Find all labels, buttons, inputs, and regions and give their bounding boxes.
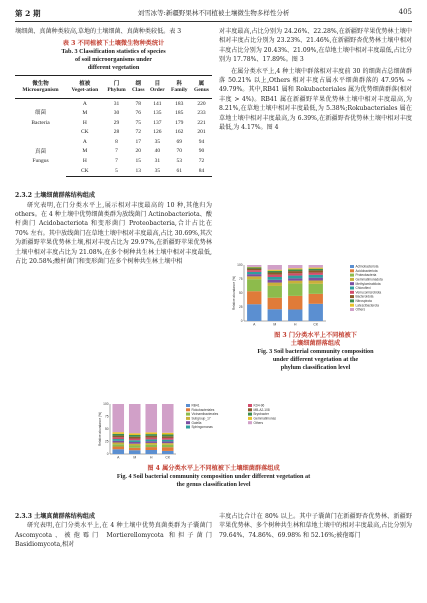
bar-segment xyxy=(309,294,323,304)
legend-swatch xyxy=(350,308,354,311)
legend-swatch xyxy=(186,426,190,429)
bar-segment xyxy=(129,444,141,446)
y-axis-label: Relative abundance (%) xyxy=(98,411,102,447)
bar-segment xyxy=(288,296,302,310)
bar-segment xyxy=(129,442,141,444)
legend-swatch xyxy=(248,421,252,424)
table3-value-cell: 69 xyxy=(176,138,183,145)
fig4-caption-en-1: Fig. 4 Soil bacterial community composition under different vegetation at xyxy=(116,473,311,480)
bar-segment xyxy=(145,439,157,441)
y-tick-label: 25 xyxy=(104,439,109,444)
fig4-caption-cn: 图 4 属分类水平上不同植被下土壤细菌群落组成 xyxy=(147,465,280,472)
bar-segment xyxy=(247,279,261,291)
fig4-svg xyxy=(90,400,350,462)
bar-segment xyxy=(288,309,302,321)
table3-header-cell xyxy=(191,76,212,99)
y-tick-label: 50 xyxy=(104,427,109,432)
table3-veg-cell: H xyxy=(82,119,87,126)
bar-segment xyxy=(247,304,261,321)
right-bottom-paragraph: 丰度占比合计在 80% 以上。其中子囊菌门在新疆野杏优势林、新疆野苹果优势林、多个树种共生林和草地土壤中的相对丰度最高,占比分别为 79.64%、74.86%、69.98% 和 52.16%;被孢霉门 xyxy=(219,513,412,539)
bar-segment xyxy=(309,265,323,268)
table3-header-en: Veget-ation xyxy=(71,87,99,94)
right-paragraph-genus: 在属分类水平上,4 种土壤中群落相对丰度前 30 的细菌占总细菌群落 50.21% 以上,Others 相对丰度占属水平细菌群落的 47.95% ~ 49.79%。其中,RB41 属和 Rokubacteriales 属为优势细菌群落(相对丰度 > 4%)。RB41 属在新疆野苹果优势林土壤中相对丰度最高,为 8.21%,在草地土壤中相对丰度最低,为 5.38%;Rokubacteriales 属在草地土壤中相对丰度最高,为 6.39%,在新疆野杏优势林土壤中相对丰度最低,为 4.17%。图 4 xyxy=(219,67,412,132)
header-rule xyxy=(15,21,412,22)
legend-label: Gaiella xyxy=(191,420,202,425)
y-axis-label: Relative abundance (%) xyxy=(232,275,236,311)
table3-veg-cell: M xyxy=(82,110,88,117)
bar-segment xyxy=(247,274,261,276)
legend-swatch xyxy=(186,417,190,420)
bar-segment xyxy=(112,404,124,432)
group-name-cn: 真菌 xyxy=(35,148,47,155)
legend-label: Rokubacteriales xyxy=(191,407,215,412)
right-bottom-column xyxy=(219,512,412,540)
table3-group-cell xyxy=(15,99,66,138)
bar-segment xyxy=(309,275,323,278)
table3-header-cn: 纲 xyxy=(135,80,141,87)
legend-swatch xyxy=(350,304,354,307)
x-tick-label: H xyxy=(294,322,297,327)
bar-segment xyxy=(309,269,323,271)
table3-value-cell: 75 xyxy=(135,119,141,126)
table3-value-cell: 72 xyxy=(198,158,205,165)
table3-value-cell: 7 xyxy=(115,158,118,165)
table3-value-cell: 31 xyxy=(154,158,161,165)
table3-header-cell xyxy=(129,76,147,99)
table3-value-cell: 137 xyxy=(153,119,162,126)
bar-segment xyxy=(129,445,141,447)
bar-segment xyxy=(145,434,157,436)
table3-value-cell: 76 xyxy=(135,110,141,117)
table3-value-cell: 162 xyxy=(175,129,184,136)
table3-value-cell: 72 xyxy=(135,129,141,136)
table3-veg-cell: CK xyxy=(66,167,104,177)
bar-segment xyxy=(145,445,157,447)
bar-segment xyxy=(112,441,124,443)
table3-header-cn: 科 xyxy=(176,80,183,87)
running-title: 刘雪冰等:新疆野果林不同植被土壤微生物多样性分析 xyxy=(137,9,290,17)
bar-segment xyxy=(268,275,282,277)
legend-label: Chloroflexi xyxy=(355,286,371,291)
table3-value-cell: 135 xyxy=(153,110,162,117)
table3-header-cn: 植被 xyxy=(79,80,91,87)
table3-header-cell xyxy=(66,76,104,99)
bar-segment xyxy=(247,265,261,267)
legend-label: Others xyxy=(355,307,366,312)
x-tick-label: H xyxy=(150,455,153,460)
bar-segment xyxy=(247,276,261,279)
group-name-en: Bacteria xyxy=(31,119,50,126)
bar-segment xyxy=(129,435,141,437)
section-2-3-3-title: 2.3.3 土壤真菌群落结构组成 xyxy=(15,513,96,520)
y-tick-label: 0 xyxy=(240,319,243,324)
table3-value-cell: 183 xyxy=(175,100,184,107)
table3-value-cell: 201 xyxy=(197,129,206,136)
table3-header-cell xyxy=(104,76,130,99)
legend-swatch xyxy=(248,404,252,407)
legend-label: Methylomirabilota xyxy=(355,281,381,286)
section-2-3-3-body: 研究表明,在门分类水平上,在 4 种土壤中优势真菌类群为子囊菌门 Ascomycota、被孢霉门 Mortierellomycota 和担子菌门 Basidiomycota,相对 xyxy=(15,522,212,549)
table3-value-cell: 233 xyxy=(197,110,206,117)
section-2-3-2-title: 2.3.2 土壤细菌群落结构组成 xyxy=(15,192,96,200)
table3-header-cn: 门 xyxy=(113,80,120,87)
bar-segment xyxy=(145,441,157,443)
bar-segment xyxy=(162,443,174,445)
bar-segment xyxy=(112,439,124,441)
bar-segment xyxy=(288,265,302,268)
bar-segment xyxy=(268,270,282,271)
bar-segment xyxy=(162,445,174,447)
y-tick-label: 50 xyxy=(238,291,243,296)
legend-swatch xyxy=(186,404,190,407)
table3-header-cell xyxy=(168,76,191,99)
legend-label: Verrucomicrobiota xyxy=(355,290,382,295)
table3-header-en: Phylum xyxy=(107,87,126,94)
fig4-chart xyxy=(90,400,350,462)
bar-segment xyxy=(288,273,302,275)
table3-value-cell: 17 xyxy=(135,138,141,145)
legend-label: RB41 xyxy=(191,403,200,408)
table3-header-en: Class xyxy=(131,87,145,94)
table3-value-cell: 61 xyxy=(168,167,191,177)
legend-swatch xyxy=(248,408,252,411)
bar-segment xyxy=(145,447,157,450)
table3-header-en: Microorganism xyxy=(22,87,59,94)
legend-swatch xyxy=(186,413,190,416)
table3-header-cell xyxy=(15,76,66,99)
bar-segment xyxy=(309,273,323,275)
table3-caption-en-2: of soil microorganisms under xyxy=(74,56,153,64)
table3-value-cell: 30 xyxy=(113,110,120,117)
x-tick-label: A xyxy=(253,322,256,327)
bar-segment xyxy=(268,277,282,280)
bar-segment xyxy=(288,268,302,269)
bar-segment xyxy=(129,433,141,435)
table3-value-cell: 84 xyxy=(191,167,212,177)
legend-label: Vicinamibacterales xyxy=(191,412,219,417)
table3-value-cell: 29 xyxy=(113,119,120,126)
table3-veg-cell: H xyxy=(82,158,87,165)
legend-label: Gemmatimonas xyxy=(253,416,276,421)
bar-segment xyxy=(162,436,174,438)
bar-segment xyxy=(112,447,124,450)
x-tick-label: M xyxy=(273,322,277,327)
fig3-caption-cn-2: 土壤细菌群落组成 xyxy=(290,340,341,347)
legend-swatch xyxy=(350,299,354,302)
fig3-caption-en-1: Fig. 3 Soil bacterial community composition xyxy=(257,348,374,355)
table3-header-cn: 微生物 xyxy=(32,80,49,87)
bar-segment xyxy=(145,436,157,438)
bar-segment xyxy=(309,268,323,269)
bar-segment xyxy=(145,450,157,454)
table3-header-cell xyxy=(147,76,168,99)
bar-segment xyxy=(162,438,174,440)
bar-segment xyxy=(162,433,174,435)
group-name-cn: 细菌 xyxy=(35,110,47,117)
fig3-svg xyxy=(222,259,412,331)
bar-segment xyxy=(268,286,282,298)
section-2-3-2-body: 研究表明,在门分类水平上,展示相对丰度最高的 10 种,其他归为 others。在 4 种土壤中优势细菌类群为放线菌门 Actinobacteriota、酸杆菌门 Acidobacteriota 和变形菌门 Proteobacteria,合计占比在 70% 左右。其中放线菌门在草地土壤中相对丰度最高,占比 30.69%,其次为新疆野苹果优势林土壤,相对丰度占比为 29.97%,在新疆野苹果优势林土壤中相对丰度占比为 21.08%,在多个树种共生林土壤中相对丰度最低,占比 20.58%;酸杆菌门和变形菌门在多个树种共生林土壤中相 xyxy=(15,201,212,265)
legend-label: Latescibacterota xyxy=(355,303,379,308)
y-tick-label: 25 xyxy=(238,305,243,310)
table3-value-cell: 53 xyxy=(176,158,183,165)
fig3-caption-en-2: under different vegetation at the xyxy=(272,356,359,363)
x-tick-label: CK xyxy=(165,455,171,460)
left-bottom-column xyxy=(15,512,212,550)
bar-segment xyxy=(247,272,261,274)
table3-value-cell: 13 xyxy=(129,167,147,177)
bar-segment xyxy=(129,437,141,439)
issue-number: 第 2 期 xyxy=(15,9,41,18)
legend-label: Gemmatimonadota xyxy=(355,277,383,282)
legend-swatch xyxy=(248,417,252,420)
table3-value-cell: 94 xyxy=(198,138,205,145)
table3-value-cell: 185 xyxy=(175,110,184,117)
bar-segment xyxy=(288,269,302,271)
bar-segment xyxy=(129,450,141,454)
bar-segment xyxy=(162,441,174,443)
table3-header-en: Genus xyxy=(193,87,209,94)
table3-caption-cn: 表 3 不同植被下土壤微生物种类统计 xyxy=(62,40,165,48)
bar-segment xyxy=(288,281,302,284)
table3-value-cell: 35 xyxy=(154,138,161,145)
table3-value-cell: 179 xyxy=(175,119,184,126)
table3-value-cell: 20 xyxy=(135,148,141,155)
y-tick-label: 0 xyxy=(106,452,109,457)
bar-segment xyxy=(162,451,174,454)
bar-segment xyxy=(247,267,261,268)
group-name-en: Fungus xyxy=(32,158,49,165)
table3 xyxy=(15,75,212,177)
bar-segment xyxy=(112,434,124,436)
y-tick-label: 75 xyxy=(238,277,243,282)
bar-segment xyxy=(309,280,323,283)
table3-value-cell: 220 xyxy=(197,100,206,107)
table3-veg-cell: A xyxy=(82,138,87,145)
legend-swatch xyxy=(350,278,354,281)
legend-swatch xyxy=(248,413,252,416)
bar-segment xyxy=(129,440,141,442)
table3-veg-cell: CK xyxy=(80,129,89,136)
fig3-caption xyxy=(219,332,412,372)
bar-segment xyxy=(268,309,282,321)
fig3-caption-en-3: phylum classification level xyxy=(280,364,351,371)
table3-header-cn: 目 xyxy=(154,80,161,87)
table3-value-cell: 126 xyxy=(153,129,162,136)
bar-segment xyxy=(112,436,124,438)
table3-value-cell: 35 xyxy=(147,167,168,177)
bar-segment xyxy=(162,440,174,442)
bar-segment xyxy=(288,276,302,279)
table3-value-cell: 70 xyxy=(176,148,183,155)
bar-segment xyxy=(162,434,174,436)
fig3-caption-cn-1: 图 3 门分类水平上不同植被下 xyxy=(274,332,357,339)
x-tick-label: M xyxy=(133,455,137,460)
bar-segment xyxy=(268,273,282,275)
table3-header-en: Order xyxy=(150,87,165,94)
bar-segment xyxy=(268,283,282,286)
y-tick-label: 100 xyxy=(237,263,243,268)
y-tick-label: 100 xyxy=(103,402,109,407)
bar-segment xyxy=(112,444,124,446)
table3-value-cell: 78 xyxy=(135,100,141,107)
running-header xyxy=(15,8,412,22)
right-column xyxy=(219,27,412,132)
bar-segment xyxy=(309,304,323,321)
table3-value-cell: 15 xyxy=(135,158,141,165)
table-row xyxy=(15,138,212,148)
bar-segment xyxy=(268,298,282,309)
table3-veg-cell: M xyxy=(82,148,88,155)
table3-value-cell: 90 xyxy=(198,148,205,155)
bar-segment xyxy=(162,404,174,433)
table3-value-cell: 221 xyxy=(197,119,206,126)
legend-swatch xyxy=(350,274,354,277)
legend-label: Others xyxy=(253,420,264,425)
fig4-caption xyxy=(15,465,412,489)
legend-label: KD4-96 xyxy=(253,403,265,408)
bar-segment xyxy=(129,404,141,433)
bar-segment xyxy=(112,437,124,439)
bar-segment xyxy=(288,271,302,273)
table3-caption-en-1: Tab. 3 Classification statistics of species xyxy=(61,48,166,56)
bar-segment xyxy=(247,269,261,271)
bar-segment xyxy=(309,270,323,272)
bar-segment xyxy=(268,265,282,270)
y-tick-label: 75 xyxy=(104,414,109,419)
bar-segment xyxy=(288,278,302,280)
table3-value-cell: 5 xyxy=(104,167,130,177)
table3-group-cell xyxy=(15,138,66,177)
table3-value-cell: 8 xyxy=(115,138,118,145)
legend-label: Acidobacteriota xyxy=(355,268,378,273)
legend-swatch xyxy=(350,269,354,272)
legend-label: Proteobacteria xyxy=(355,273,377,278)
legend-label: Sphingomonas xyxy=(191,425,213,430)
legend-label: Bryobacter xyxy=(253,412,269,417)
left-top-paragraph: 壤细菌、真菌种类较高,草地的土壤细菌、真菌种类较低。表 3 xyxy=(15,28,182,35)
fig4-caption-en-2: the genus classification level xyxy=(176,481,251,488)
legend-swatch xyxy=(350,265,354,268)
bar-segment xyxy=(162,447,174,451)
table3-caption-en-3: different vegetation xyxy=(87,64,140,72)
bar-segment xyxy=(247,270,261,272)
bar-segment xyxy=(112,449,124,454)
table-row xyxy=(15,99,212,109)
bar-segment xyxy=(247,291,261,304)
bar-segment xyxy=(268,280,282,283)
bar-segment xyxy=(247,267,261,268)
x-tick-label: A xyxy=(117,455,120,460)
table3-value-cell: 141 xyxy=(153,100,162,107)
table3-value-cell: 7 xyxy=(115,148,118,155)
legend-label: Nitrospirota xyxy=(355,299,372,303)
bar-segment xyxy=(268,271,282,273)
bar-segment xyxy=(145,404,157,432)
bar-segment xyxy=(112,432,124,434)
table3-header-cn: 属 xyxy=(198,80,205,87)
table3-value-cell: 28 xyxy=(113,129,120,136)
legend-swatch xyxy=(350,287,354,290)
legend-label: Bacteroidota xyxy=(355,294,374,299)
fig3-chart xyxy=(222,259,412,331)
bar-segment xyxy=(145,438,157,440)
table3-veg-cell: A xyxy=(82,100,87,107)
legend-label: Subgroup_17 xyxy=(191,416,211,421)
table3-header-en: Family xyxy=(171,87,188,94)
legend-swatch xyxy=(350,295,354,298)
table3-value-cell: 40 xyxy=(154,148,161,155)
left-column xyxy=(15,27,212,266)
bar-segment xyxy=(112,443,124,445)
bar-segment xyxy=(129,438,141,440)
bar-segment xyxy=(309,278,323,281)
right-top-paragraph: 对丰度最高,占比分别为 24.26%、22.28%,在新疆野苹果优势林土壤中相对丰度占比分别为 23.23%、21.46%,在新疆野杏优势林土壤中相对丰度占比分别为 20.43%、21.09%,在草地土壤中相对丰度最低,占比分别为 17.78%、17.89%。图 3 xyxy=(219,28,412,64)
legend-swatch xyxy=(350,282,354,285)
legend-swatch xyxy=(350,291,354,294)
bar-segment xyxy=(309,284,323,294)
page-number: 405 xyxy=(398,8,412,16)
legend-swatch xyxy=(186,408,190,411)
table3-value-cell: 31 xyxy=(113,100,120,107)
legend-swatch xyxy=(186,421,190,424)
bar-segment xyxy=(129,448,141,450)
legend-label: Actinobacteriota xyxy=(355,264,379,269)
bar-segment xyxy=(145,443,157,445)
legend-label: MB-A2-108 xyxy=(253,407,270,412)
bar-segment xyxy=(145,432,157,434)
x-tick-label: CK xyxy=(313,322,319,327)
bar-segment xyxy=(288,283,302,295)
